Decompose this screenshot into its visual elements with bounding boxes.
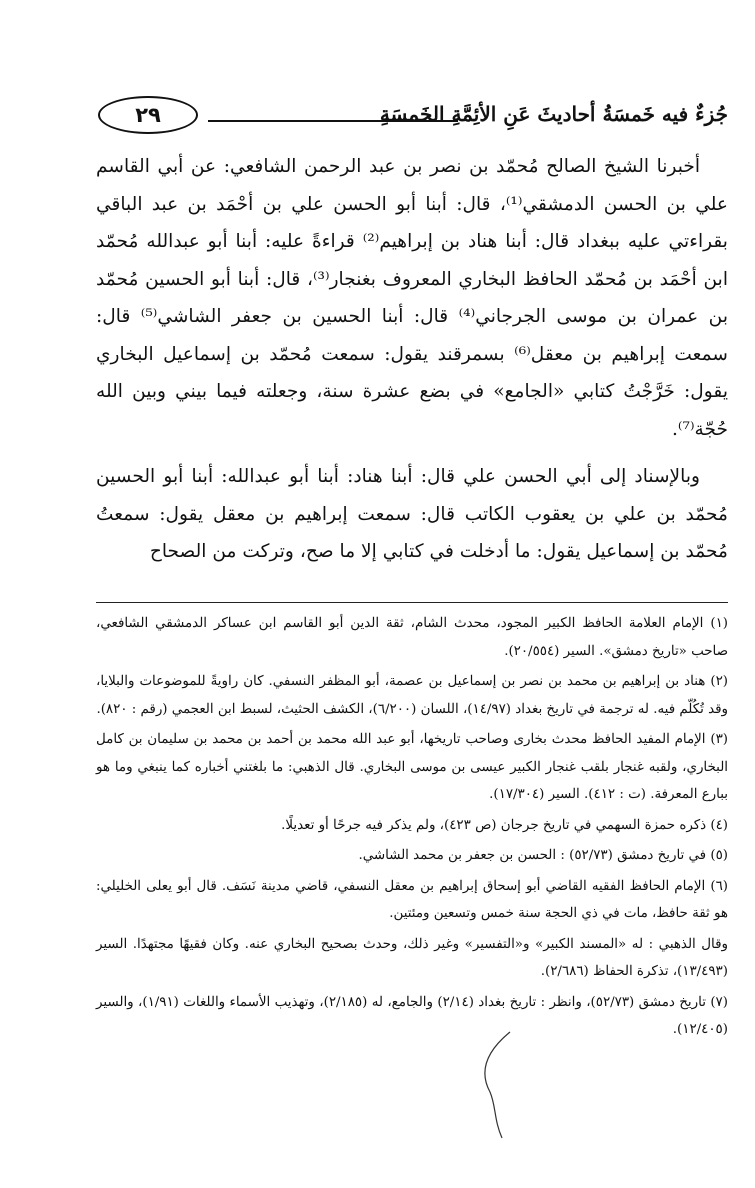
paragraph-1: أخبرنا الشيخ الصالح مُحمّد بن نصر بن عبد الرحمن الشافعي: عن أبي القاسم علي بن الحسن الدمشقي⁽¹⁾، قال: أبنا أبو الحسن علي بن أحْمَد بن عبد الباقي بقراءتي عليه ببغداد قال: أبنا هناد بن إبراهيم⁽²⁾ قراءةً عليه: أبنا أبو عبدالله مُحمّد ابن أحْمَد بن مُحمّد الحافظ البخاري المعروف بغنجار⁽³⁾، قال: أبنا أبو الحسين مُحمّد بن عمران بن موسى الجرجاني⁽⁴⁾ قال: أبنا الحسين بن جعفر الشاشي⁽⁵⁾ قال: سمعت إبراهيم بن معقل⁽⁶⁾ بسمرقند يقول: سمعت مُحمّد بن إسماعيل البخاري يقول: خَرَّجْتُ كتابي «الجامع» في بضع عشرة سنة، وجعلته فيما بيني وبين الله حُجّة⁽⁷⁾.	[96, 156, 728, 440]
paragraph-2: وبالإسناد إلى أبي الحسن علي قال: أبنا هناد: أبنا أبو عبدالله: أبنا أبو الحسين مُحمّد بن علي بن يعقوب الكاتب قال: سمعت إبراهيم بن معقل يقول: سمعتُ مُحمّد بن إسماعيل يقول: ما أدخلت في كتابي إلا ما صح، وتركت من الصحاح	[96, 466, 728, 562]
running-header	[98, 96, 728, 140]
footnote-divider	[96, 602, 728, 603]
footnote-6: (٦) الإمام الحافظ الفقيه القاضي أبو إسحاق إبراهيم بن معقل النسفي، قاضي مدينة نَسَف. قال أبو يعلى الخليلي: هو ثقة حافظ، مات في ذي الحجة سنة خمس وتسعين ومئتين.	[96, 878, 728, 921]
pen-mark-scribble	[470, 1030, 530, 1140]
footnote-3: (٣) الإمام المفيد الحافظ محدث بخارى وصاحب تاريخها، أبو عبد الله محمد بن أحمد بن محمد بن سليمان بن كامل البخاري، ولقبه غنجار بلقب غنجار الكبير عيسى بن موسى البخاري. قال الذهبي: ما بلغتني أخباره كما ينبغي وما هو ببارع المعرفة. (ت : ٤١٢). السير (١٧/٣٠٤).	[96, 732, 728, 802]
footnote-1: (١) الإمام العلامة الحافظ الكبير المجود، محدث الشام، ثقة الدين أبو القاسم ابن عساكر الدمشقي الشافعي، صاحب «تاريخ دمشق». السير (٢٠/٥٥٤).	[96, 616, 728, 659]
footnote-6-continuation: وقال الذهبي : له «المسند الكبير» و«التفسير» وغير ذلك، وحدث بصحيح البخاري عنه. وكان فقيهًا مجتهدًا. السير (١٣/٤٩٣)، تذكرة الحفاظ (٢/٦٨٦).	[96, 936, 728, 979]
running-title: جُزءٌ فيه خَمسَةُ أحاديثَ عَنِ الأئِمَّةِ الخَمسَةِ	[379, 102, 728, 126]
footnotes	[96, 610, 728, 1044]
header-rule	[208, 120, 458, 122]
footnote-7: (٧) تاريخ دمشق (٥٢/٧٣)، وانظر : تاريخ بغداد (٢/١٤) والجامع، له (٢/١٨٥)، وتهذيب الأسماء واللغات (١/٩١)، والسير (١٢/٤٠٥).	[96, 994, 728, 1037]
page-number: ٢٩	[98, 96, 198, 134]
footnote-2: (٢) هناد بن إبراهيم بن محمد بن نصر بن إسماعيل بن عصمة، أبو المظفر النسفي. كان راويةً للموضوعات والبلايا، وقد تُكُلّم فيه. له ترجمة في تاريخ بغداد (١٤/٩٧)، اللسان (٦/٢٠٠)، الكشف الحثيث، لسبط ابن العجمي (رقم : ٨٢٠).	[96, 674, 728, 717]
footnote-4: (٤) ذكره حمزة السهمي في تاريخ جرجان (ص ٤٢٣)، ولم يذكر فيه جرحًا أو تعديلًا.	[281, 817, 728, 833]
footnote-5: (٥) في تاريخ دمشق (٥٢/٧٣) : الحسن بن جعفر بن محمد الشاشي.	[358, 848, 728, 863]
main-text	[96, 148, 728, 571]
